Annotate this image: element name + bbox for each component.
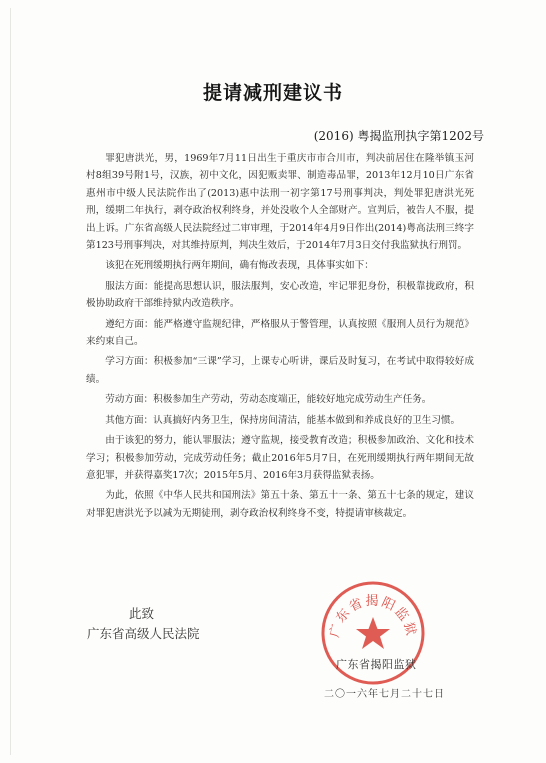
signing-date: 二〇一六年七月二十七日 <box>324 689 445 700</box>
document-body <box>86 150 474 522</box>
paragraph-law-compliance: 服法方面：能提高思想认识，服法服判，安心改造，牢记罪犯身份，积极靠拢政府，积极协助政府干部维持狱内改造秩序。 <box>86 280 474 310</box>
paragraph-labor: 劳动方面：积极参加生产劳动，劳动态度端正，能较好地完成劳动生产任务。 <box>105 394 432 406</box>
paragraph-study: 学习方面：积极参加“三课”学习，上课专心听讲，课后及时复习，在考试中取得较好成绩。 <box>86 356 474 385</box>
paragraph-recommendation: 为此，依照《中华人民共和国刑法》第五十条、第五十一条、第五十七条的规定，建议对罪犯唐洪光予以减为无期徒刑，剥夺政治权利终身不变，特提请审核裁定。 <box>86 490 474 519</box>
paragraph-other: 其他方面：认真搞好内务卫生，保持房间清洁，能基本做到和养成良好的卫生习惯。 <box>105 414 461 426</box>
paragraph-intro: 该犯在死刑缓期执行两年期间，确有悔改表现，具体事实如下： <box>105 260 374 272</box>
paragraph-discipline: 遵纪方面：能严格遵守监规纪律，严格服从于警管理，认真按照《服刑人员行为规范》来约束自己。 <box>86 318 474 348</box>
document-title: 提请减刑建议书 <box>202 82 343 104</box>
signer: 广东省揭阳监狱 <box>336 658 417 671</box>
paragraph-criminal-info: 罪犯唐洪光，男，1969年7月11日出生于重庆市市合川市，判决前居住在隆举镇玉河村8组39号附1号，汉族，初中文化，因犯贩卖罪、制造毒品罪，2013年12月10日广东省惠州市中级人民法院作出了(2013)惠中法刑一初字第17号刑事判决，判处罪犯唐洪光死刑，缓期二年执行，剥夺政治权利终身，并处没收个人全部财产。宣判后，被告人不服，提出上诉。广东省高级人民法院经过二审审理，于2014年4月9日作出(2014)粤高法刑三终字第123号刑事判决，对其维持原判，判决生效后，于2014年7月3日交付我监狱执行刑罚。 <box>86 153 474 252</box>
seal-text: 广东省揭阳监狱 <box>327 593 419 640</box>
paragraph-summary: 由于该犯的努力，能认罪服法；遵守监规，接受教育改造；积极参加政治、文化和技术学习；积极参加劳动，完成劳动任务；截止2016年5月7日，在死刑缓期执行两年期间无故意犯罪，并获得嘉奖17次；2015年5月、2016年3月获得监狱表扬。 <box>86 435 474 481</box>
document-number: (2016) 粤揭监刑执字第1202号 <box>313 129 484 143</box>
salutation: 此致 <box>129 606 155 621</box>
addressee-block <box>87 604 200 644</box>
recipient: 广东省高级人民法院 <box>87 626 200 641</box>
